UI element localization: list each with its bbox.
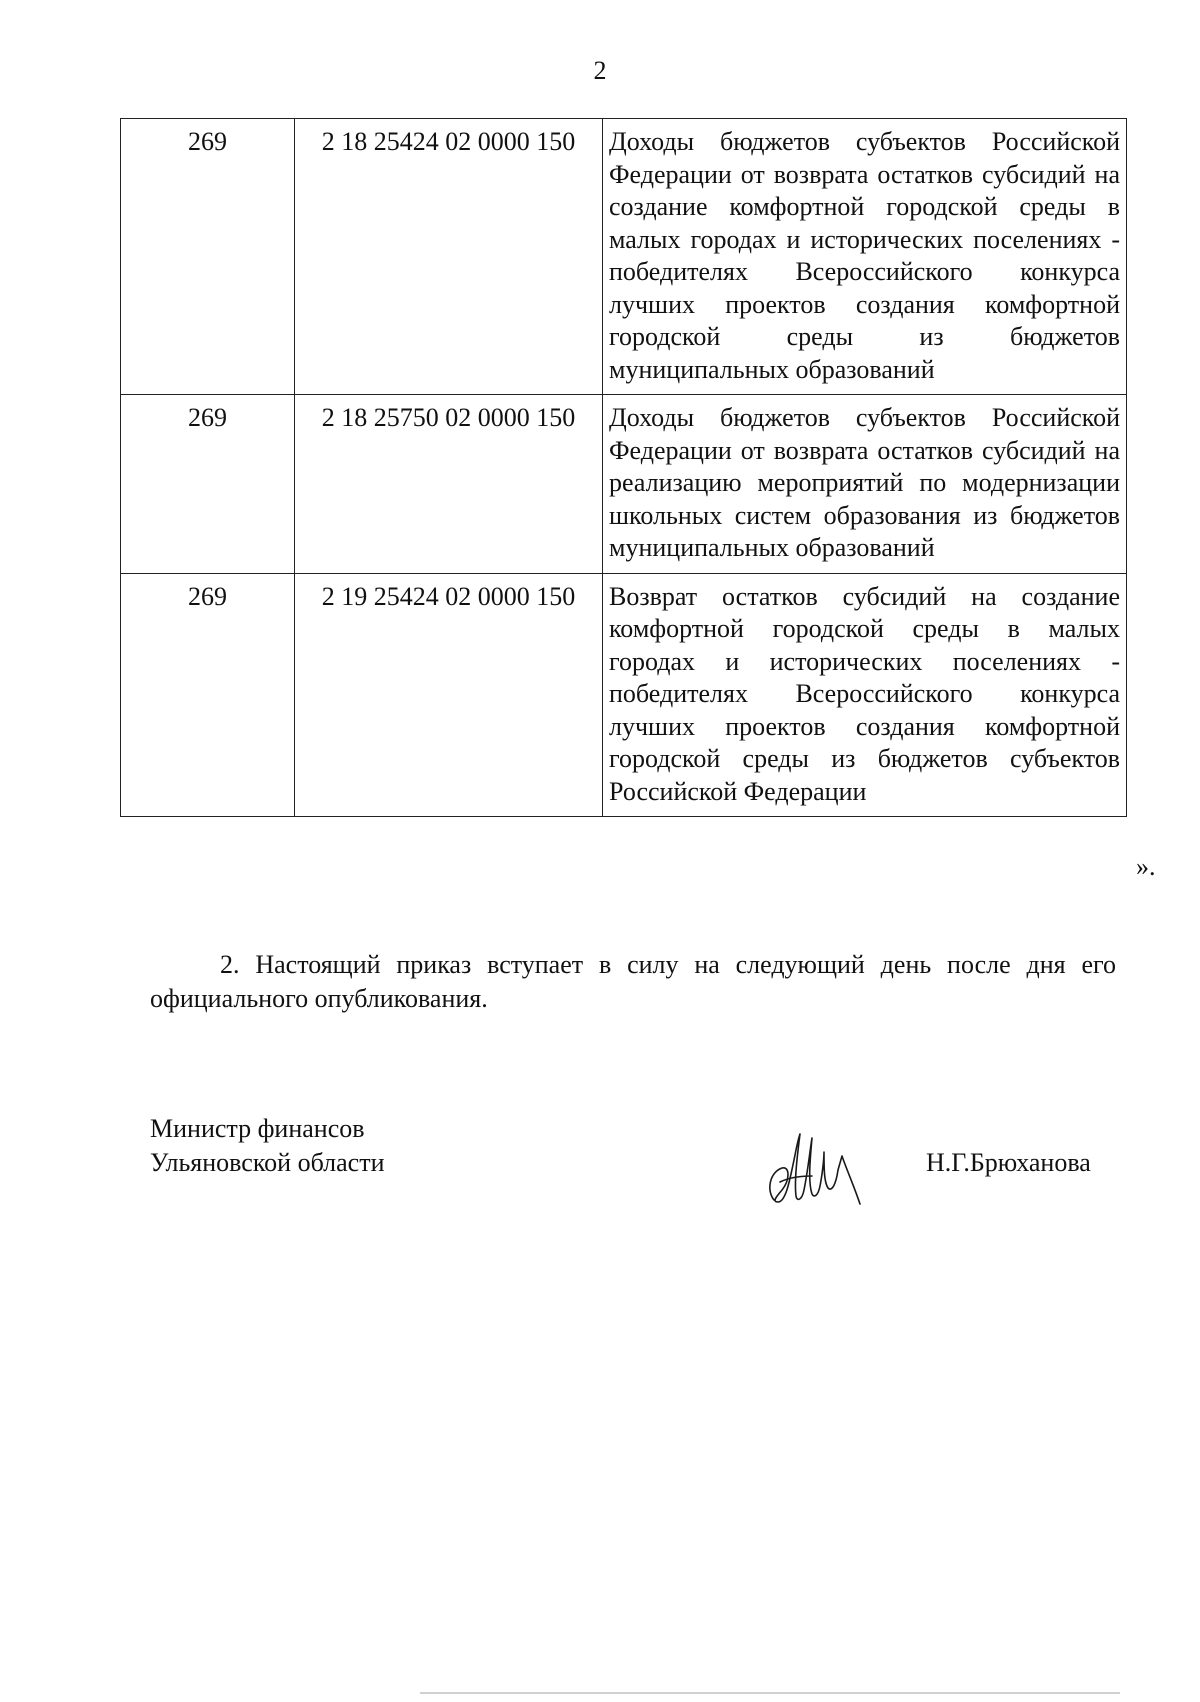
page-number: 2: [593, 56, 607, 85]
effective-date-paragraph: 2. Настоящий приказ вступает в силу на следующий день после дня его официального опубликования.: [150, 950, 1116, 1013]
description-cell: Возврат остатков субсидий на создание комфортной городской среды в малых городах и исторических поселениях - победителях Всероссийского конкурса лучших проектов создания комфортной городской среды из бюджетов субъектов Российской Федерации: [603, 573, 1127, 817]
table-row: [121, 119, 1127, 395]
kbk-code-cell: 2 18 25424 02 0000 150: [295, 119, 603, 395]
minister-title-line-2: Ульяновской области: [150, 1148, 385, 1177]
admin-code-cell: 269: [121, 119, 295, 395]
minister-title-line-1: Министр финансов: [150, 1114, 365, 1143]
admin-code-cell: 269: [121, 573, 295, 817]
handwritten-signature: [760, 1120, 870, 1210]
minister-title: [150, 1112, 384, 1180]
scan-edge-line: [420, 1692, 1120, 1694]
admin-code-cell: 269: [121, 395, 295, 574]
kbk-code-cell: 2 18 25750 02 0000 150: [295, 395, 603, 574]
description-cell: Доходы бюджетов субъектов Российской Федерации от возврата остатков субсидий на создание комфортной городской среды в малых городах и исторических поселениях - победителях Всероссийского конкурса лучших проектов создания комфортной городской среды из бюджетов муниципальных образований: [603, 119, 1127, 395]
budget-codes-table: [120, 118, 1127, 817]
description-cell: Доходы бюджетов субъектов Российской Федерации от возврата остатков субсидий на реализацию мероприятий по модернизации школьных систем образования из бюджетов муниципальных образований: [603, 395, 1127, 574]
kbk-code-cell: 2 19 25424 02 0000 150: [295, 573, 603, 817]
minister-name: Н.Г.Брюханова: [926, 1148, 1091, 1177]
closing-quote-mark: ».: [1136, 852, 1156, 881]
table-row: [121, 395, 1127, 574]
table-row: [121, 573, 1127, 817]
